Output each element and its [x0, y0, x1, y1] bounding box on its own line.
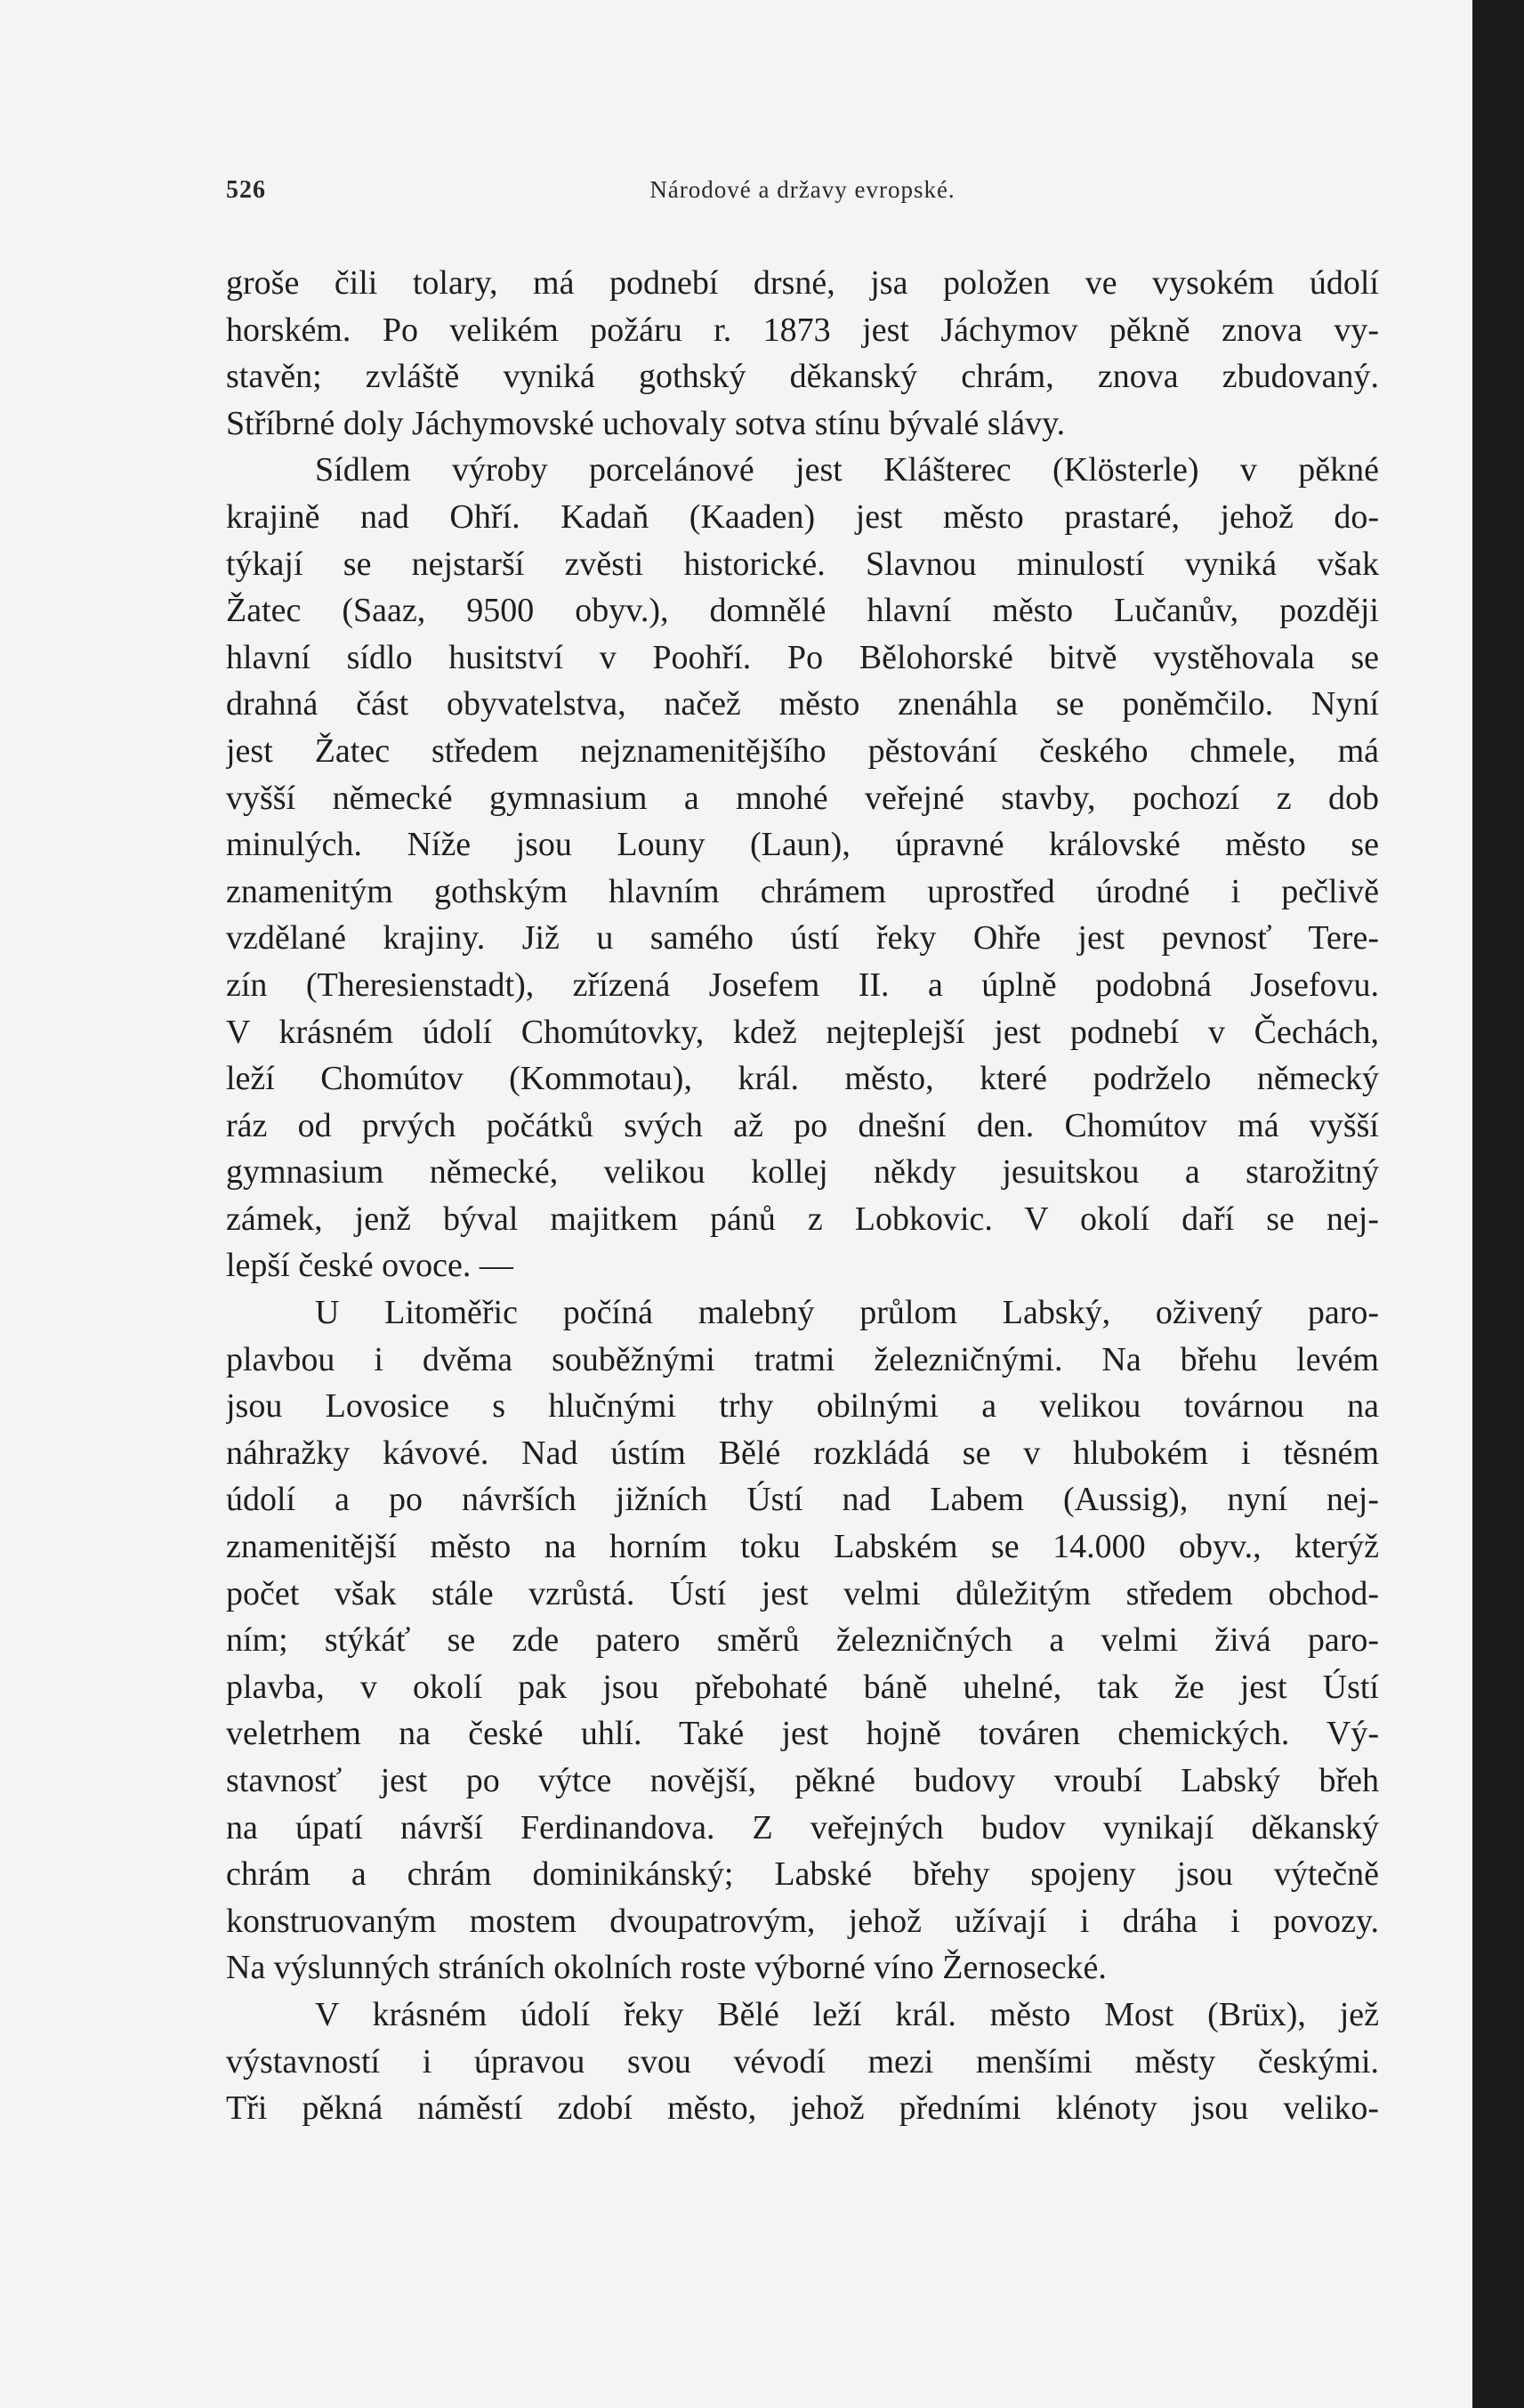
text-line: jest Žatec středem nejznamenitějšího pěstování českého chmele, má: [226, 731, 1379, 770]
text-line: zámek, jenž býval majitkem pánů z Lobkovic. V okolí daří se nej-: [226, 1200, 1379, 1238]
text-line: znamenitým gothským hlavním chrámem uprostřed úrodné i pečlivě: [226, 872, 1379, 910]
text-line: ráz od prvých počátků svých až po dnešní den. Chomútov má vyšší: [226, 1106, 1379, 1144]
paragraph-start-line: Sídlem výroby porcelánové jest Klášterec (Klösterle) v pěkné: [315, 451, 1379, 489]
text-line: Stříbrné doly Jáchymovské uchovaly sotva stínu bývalé slávy.: [226, 404, 1066, 442]
text-line: drahná část obyvatelstva, načež město znenáhla se poněmčilo. Nyní: [226, 685, 1379, 723]
paragraph-start-line: V krásném údolí řeky Bělé leží král. město Most (Brüx), jež: [315, 1995, 1379, 2033]
text-line: konstruovaným mostem dvoupatrovým, jehož užívají i dráha i povozy.: [226, 1902, 1379, 1940]
text-line: znamenitější město na horním toku Labském se 14.000 obyv., kterýž: [226, 1528, 1379, 1566]
text-line: plavbou i dvěma souběžnými tratmi železničnými. Na břehu levém: [226, 1340, 1379, 1378]
text-line: krajině nad Ohří. Kadaň (Kaaden) jest město prastaré, jehož do-: [226, 497, 1379, 536]
text-line: ním; stýkáť se zde patero směrů železničných a velmi živá paro-: [226, 1621, 1379, 1660]
text-line: Žatec (Saaz, 9500 obyv.), domnělé hlavní město Lučanův, později: [226, 592, 1379, 630]
text-line: Na výslunných stráních okolních roste výborné víno Žernosecké.: [226, 1949, 1107, 1987]
text-line: výstavností i úpravou svou vévodí mezi menšími městy českými.: [226, 2042, 1379, 2081]
text-line: chrám a chrám dominikánský; Labské břehy spojeny jsou výtečně: [226, 1855, 1379, 1894]
running-title: Národové a državy evropské.: [649, 176, 956, 203]
text-line: počet však stále vzrůstá. Ústí jest velmi důležitým středem obchod-: [226, 1574, 1379, 1612]
page-header: [226, 176, 1379, 212]
text-line: stavnosť jest po výtce novější, pěkné budovy vroubí Labský břeh: [226, 1762, 1379, 1799]
body-text: [226, 260, 1379, 2132]
text-line: zín (Theresienstadt), zřízená Josefem II. a úplně podobná Josefovu.: [226, 966, 1379, 1004]
text-line: týkají se nejstarší zvěsti historické. Slavnou minulostí vyniká však: [226, 545, 1379, 583]
text-line: vyšší německé gymnasium a mnohé veřejné stavby, pochozí z dob: [226, 779, 1379, 817]
text-line: veletrhem na české uhlí. Také jest hojně továren chemických. Vý-: [226, 1715, 1379, 1753]
paragraph-start-line: U Litoměřic počíná malebný průlom Labský, oživený paro-: [315, 1294, 1379, 1332]
text-line: Tři pěkná náměstí zdobí město, jehož předními klénoty jsou veliko-: [226, 2089, 1379, 2128]
text-line: na úpatí návrší Ferdinandova. Z veřejných budov vynikají děkanský: [226, 1808, 1379, 1846]
text-line: vzdělané krajiny. Již u samého ústí řeky Ohře jest pevnosť Tere-: [226, 919, 1379, 958]
text-line: plavba, v okolí pak jsou přebohaté báně uhelné, tak že jest Ústí: [226, 1668, 1379, 1706]
text-line: V krásném údolí Chomútovky, kdež nejteplejší jest podnebí v Čechách,: [226, 1013, 1379, 1051]
text-line: horském. Po velikém požáru r. 1873 jest Jáchymov pěkně znova vy-: [226, 311, 1379, 349]
text-line: stavěn; zvláště vyniká gothský děkanský chrám, znova zbudovaný.: [226, 358, 1379, 396]
text-line: lepší české ovoce. —: [226, 1247, 513, 1285]
text-line: hlavní sídlo husitství v Poohří. Po Bělohorské bitvě vystěhovala se: [226, 638, 1379, 676]
text-line: jsou Lovosice s hlučnými trhy obilnými a velikou továrnou na: [226, 1387, 1379, 1426]
text-line: gymnasium německé, velikou kollej někdy jesuitskou a starožitný: [226, 1153, 1379, 1192]
text-line: leží Chomútov (Kommotau), král. město, které podrželo německý: [226, 1060, 1379, 1098]
text-line: minulých. Níže jsou Louny (Laun), úpravné královské město se: [226, 826, 1379, 864]
page-number: 526: [226, 176, 266, 204]
text-line: údolí a po návrších jižních Ústí nad Labem (Aussig), nyní nej-: [226, 1481, 1379, 1519]
scan-edge: [1472, 0, 1524, 2408]
text-line: náhražky kávové. Nad ústím Bělé rozkládá se v hlubokém i těsném: [226, 1434, 1379, 1472]
text-line: groše čili tolary, má podnebí drsné, jsa položen ve vysokém údolí: [226, 264, 1379, 302]
